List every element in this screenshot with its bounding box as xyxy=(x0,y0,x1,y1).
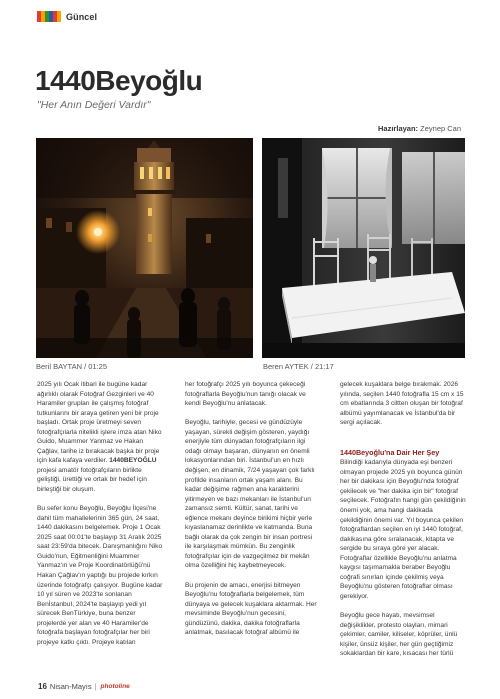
paragraph: Beyoğlu, tarihiyle, gecesi ve gündüzüyle yaşayan, sürekli değişim gösteren, yaydığı enerjiyle tüm dünyadan fotoğrafçıların ilgi odağı olmayı başaran, dünyanın en önemli lokasyonlarından biri. İstanbul'un en hızlı değişen, en dinamik, 7/24 yaşayan çok farklı profilde insanların ortak yaşam alanı. Bu kadar değişime rağmen ana karakterini yitirmeyen ve bazı mekanları ile İstanbul'un zamansız semti. Kültür, sanat, tarihi ve eğlence mekanı deyince birikimi hiçbir yerle kıyaslanamaz derinlikte ve katmanda. Buna bağlı olarak da çok zengin bir insan portresi ile karşılaşmak mümkün. Bu zenginlik fotoğrafçılar için de vazgeçilmez bir mekân olma özelliğini hiç kaybetmeyecek. xyxy=(185,419,315,570)
footer-divider: | xyxy=(94,682,97,691)
author-credit xyxy=(378,124,461,133)
article-column-2 xyxy=(185,380,318,647)
paragraph: Beyoğlu gece hayatı, mevsimsel değişiklikler, protesto olayları, mimari çekimler, camiler, kiliseler, köprüler, ünlü kişiler, ünsüz kişiler, her gün geçtiğimiz sokaklardan bir kare, kısacası her türlü xyxy=(340,612,458,658)
paragraph: Bu sefer konu Beyoğlu, Beyoğlu İlçesi'ne dahil tüm mahallelerinin 365 gün, 24 saat, 1440 dakikasını belgelemek. Proje 1 Ocak 2025 saat 00:01'te başlayıp 31 Aralık 2025 saat 23:59'da bitecek. Danışmanlığını Niko Guido'nun, Eğitmenliğini Muammer Yanmaz'ın ve Proje Koordinatörlüğü'nü Hakan Çağlav'ın yaptığı bu projede kırkın üzerinde fotoğrafçı çalışıyor. Bugüne kadar 10 yıl süren ve 2023'te sonlanan BenİstanbuI, 2024'te başlayıp yedi yıl sürecek BenTürkiye, buna benzer projelerde yer alan ve 40 Haramiler'de fotoğrafa başlayan fotoğrafçılar her biri projeye katkı çıktı. Projeye katılan xyxy=(37,505,163,646)
section-label: Güncel xyxy=(66,11,98,22)
author-name: Zeynep Can xyxy=(420,124,461,133)
section-header xyxy=(37,11,97,22)
paragraph: gelecek kuşaklara belge bırakmak. 2026 yılında, seçilen 1440 fotoğrafla 15 cm x 15 cm ebatlarında 3 ciltten oluşan bir fotoğraf albümü yayımlanacak ve İstanbul'da bir sergi açılacak. xyxy=(340,381,464,427)
article-column-3 xyxy=(340,380,466,668)
inline-bold-title: 1440BEYOĞLU xyxy=(109,457,157,465)
paragraph-text: projesi amatör fotoğrafçıların birlikte geliştiği, ürettiği ve ortak bir hedef için birleştiği bir oluşum. xyxy=(37,466,147,494)
sub-heading: 1440Beyoğlu'na Dair Her Şey xyxy=(340,447,440,457)
issue-label: Nisan-Mayıs xyxy=(49,682,92,691)
paragraph: her fotoğrafçı 2025 yılı boyunca çekeceği fotoğraflarla Beyoğlu'nun tanığı olacak ve kendi Beyoğlu'nu anlatacak. xyxy=(185,381,306,408)
paragraph-text: 2025 yılı Ocak itibari ile bugüne kadar ağırlıklı olarak Fotoğraf Gezginleri ve 40 Haramiler grupları ile çalışmış fotoğraf tutkunlarını bir araya getiren yeni bir proje başladı. Ortak proje üretmeyi seven fotoğrafçılarla nitelikli işlere imza atan Niko Guido, Muammer Yanmaz ve Hakan Çağlav, tarihe iz bırakacak başka bir proje için kafa kafaya verdiler. xyxy=(37,381,162,465)
photo-caption: Beril BAYTAN / 01:25 xyxy=(36,362,108,371)
paragraph xyxy=(37,380,163,495)
cafe-interior-photo xyxy=(262,138,465,358)
article-column-1 xyxy=(37,380,163,657)
paragraph: Bu projenin de amacı, enerjisi bitmeyen Beyoğlu'nu fotoğraflarla belgelemek, tüm dünyaya ve gelecek kuşaklara aktarmak. Her mevsiminde Beyoğlu'nun gecesini, gündüzünü, dakika, dakika fotoğraflarla anlatmak, basılacak fotoğraf albümü ile xyxy=(185,581,317,637)
paragraph: Bilindiği kadarıyla dünyada eşi benzeri olmayan projede 2025 yılı boyunca günün her bir dakikası için Beyoğlu'nda fotoğraf çekilecek ve "her dakika için bir" fotoğraf seçilecek. Fotoğrafın hangi gün çekildiğinin önemi yok, ama hangi dakikada çekildiğinin önemi var. Yıl boyunca çekilen fotoğraflardan seçilen en iyi 1440 fotoğraf, dakikasına göre sıralanacak, kitapta ve sergide bu sıraya göre yer alacak. Fotoğraflar özellikle Beyoğlu'nu anlatma kaygısı taşımamakla beraber Beyoğlu coğrafi sınırları içinde çekilmiş veya Beyoğlu'nu gösteren fotoğraflar olması gerekiyor. xyxy=(340,459,466,600)
author-label: Hazırlayan: xyxy=(378,124,419,133)
color-stripe-icon xyxy=(37,11,61,22)
magazine-logo: photoline xyxy=(100,683,130,690)
page-footer xyxy=(38,682,130,691)
stripe-segment xyxy=(57,11,61,22)
article-subtitle: "Her Anın Değeri Vardır" xyxy=(37,99,151,111)
page-number: 16 xyxy=(38,682,47,691)
galata-tower-night-photo xyxy=(36,138,253,358)
photo-caption: Beren AYTEK / 21:17 xyxy=(263,362,334,371)
article-title: 1440Beyoğlu xyxy=(35,65,203,96)
